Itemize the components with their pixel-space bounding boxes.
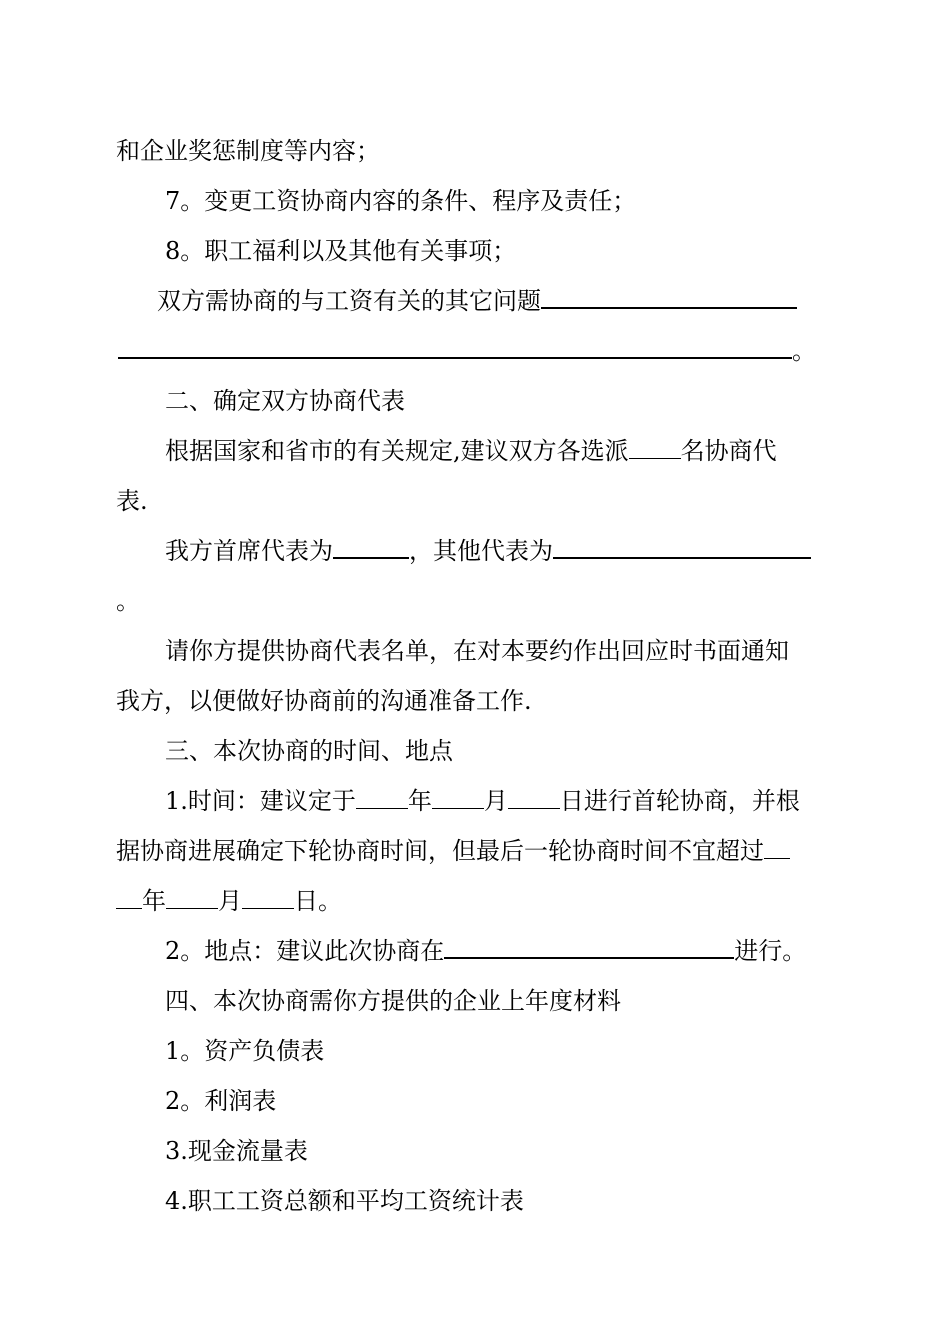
paragraph-request-list	[165, 636, 789, 666]
fill-in-blank[interactable]	[444, 956, 734, 959]
paragraph-representatives	[165, 436, 777, 466]
text-line: 进行。	[734, 937, 807, 965]
text-line: 日进行首轮协商，并根	[559, 787, 800, 815]
text-line: 名协商代	[680, 437, 777, 465]
text-line: 2。利润表	[165, 1087, 277, 1115]
text-line: 和企业奖惩制度等内容；	[116, 137, 380, 165]
text-line: 。	[792, 337, 816, 365]
text-line: 1。资产负债表	[165, 1037, 325, 1065]
list-item	[165, 1036, 324, 1066]
text-line: 8。职工福利以及其他有关事项；	[165, 237, 517, 265]
fill-in-blank[interactable]	[508, 807, 560, 809]
heading-text: 三、本次协商的时间、地点	[165, 737, 453, 765]
text-line: 我方，以便做好协商前的沟通准备工作.	[116, 687, 532, 715]
text-line: 1.时间：建议定于	[165, 787, 356, 815]
text-line: 据协商进展确定下轮协商时间，但最后一轮协商时间不宜超过	[116, 837, 764, 865]
text-line: 月	[218, 887, 242, 915]
fill-in-blank[interactable]	[333, 556, 409, 559]
paragraph-other-issues-continued	[118, 336, 816, 366]
text-line: 7。变更工资协商内容的条件、程序及责任；	[165, 187, 637, 215]
text-line: 4.职工工资总额和平均工资统计表	[165, 1187, 524, 1215]
text-line: 月	[483, 787, 508, 815]
text-line: 根据国家和省市的有关规定,建议双方各选派	[165, 437, 629, 465]
text-line: 双方需协商的与工资有关的其它问题	[157, 287, 541, 315]
text-line: 年	[142, 887, 166, 915]
fill-in-blank[interactable]	[432, 807, 484, 809]
heading-text: 二、确定双方协商代表	[165, 387, 405, 415]
paragraph-chief-representative-continued	[116, 586, 140, 616]
paragraph-other-issues	[157, 286, 797, 316]
list-item-8	[165, 236, 516, 266]
heading-text: 四、本次协商需你方提供的企业上年度材料	[165, 987, 621, 1015]
text-line: 我方首席代表为	[165, 537, 333, 565]
text-line: 3.现金流量表	[165, 1137, 308, 1165]
paragraph-representatives-continued	[116, 486, 148, 516]
paragraph-location	[165, 936, 806, 966]
fill-in-blank[interactable]	[242, 907, 294, 909]
text-line: 表.	[116, 487, 148, 515]
text-line: 。	[116, 587, 140, 615]
paragraph-reward-system	[116, 136, 380, 166]
section-heading-3	[165, 736, 453, 766]
section-heading-2	[165, 386, 405, 416]
list-item-7	[165, 186, 636, 216]
fill-in-blank[interactable]	[118, 356, 792, 359]
text-line: 请你方提供协商代表名单，在对本要约作出回应时书面通知	[165, 637, 789, 665]
paragraph-time-end	[116, 886, 342, 916]
list-item	[165, 1186, 524, 1216]
fill-in-blank[interactable]	[629, 457, 681, 459]
fill-in-blank[interactable]	[166, 907, 218, 909]
section-heading-4	[165, 986, 621, 1016]
paragraph-time	[165, 786, 800, 816]
text-line: 年	[407, 787, 432, 815]
text-line: 2。地点：建议此次协商在	[165, 937, 445, 965]
fill-in-blank[interactable]	[541, 306, 797, 309]
fill-in-blank[interactable]	[553, 556, 811, 559]
fill-in-blank[interactable]	[356, 807, 408, 809]
text-line: ，其他代表为	[409, 537, 553, 565]
paragraph-request-list-continued	[116, 686, 532, 716]
paragraph-chief-representative	[165, 536, 811, 566]
list-item	[165, 1086, 276, 1116]
list-item	[165, 1136, 308, 1166]
fill-in-blank[interactable]	[116, 907, 142, 909]
paragraph-time-continued	[116, 836, 790, 866]
fill-in-blank[interactable]	[764, 857, 790, 859]
text-line: 日。	[294, 887, 342, 915]
